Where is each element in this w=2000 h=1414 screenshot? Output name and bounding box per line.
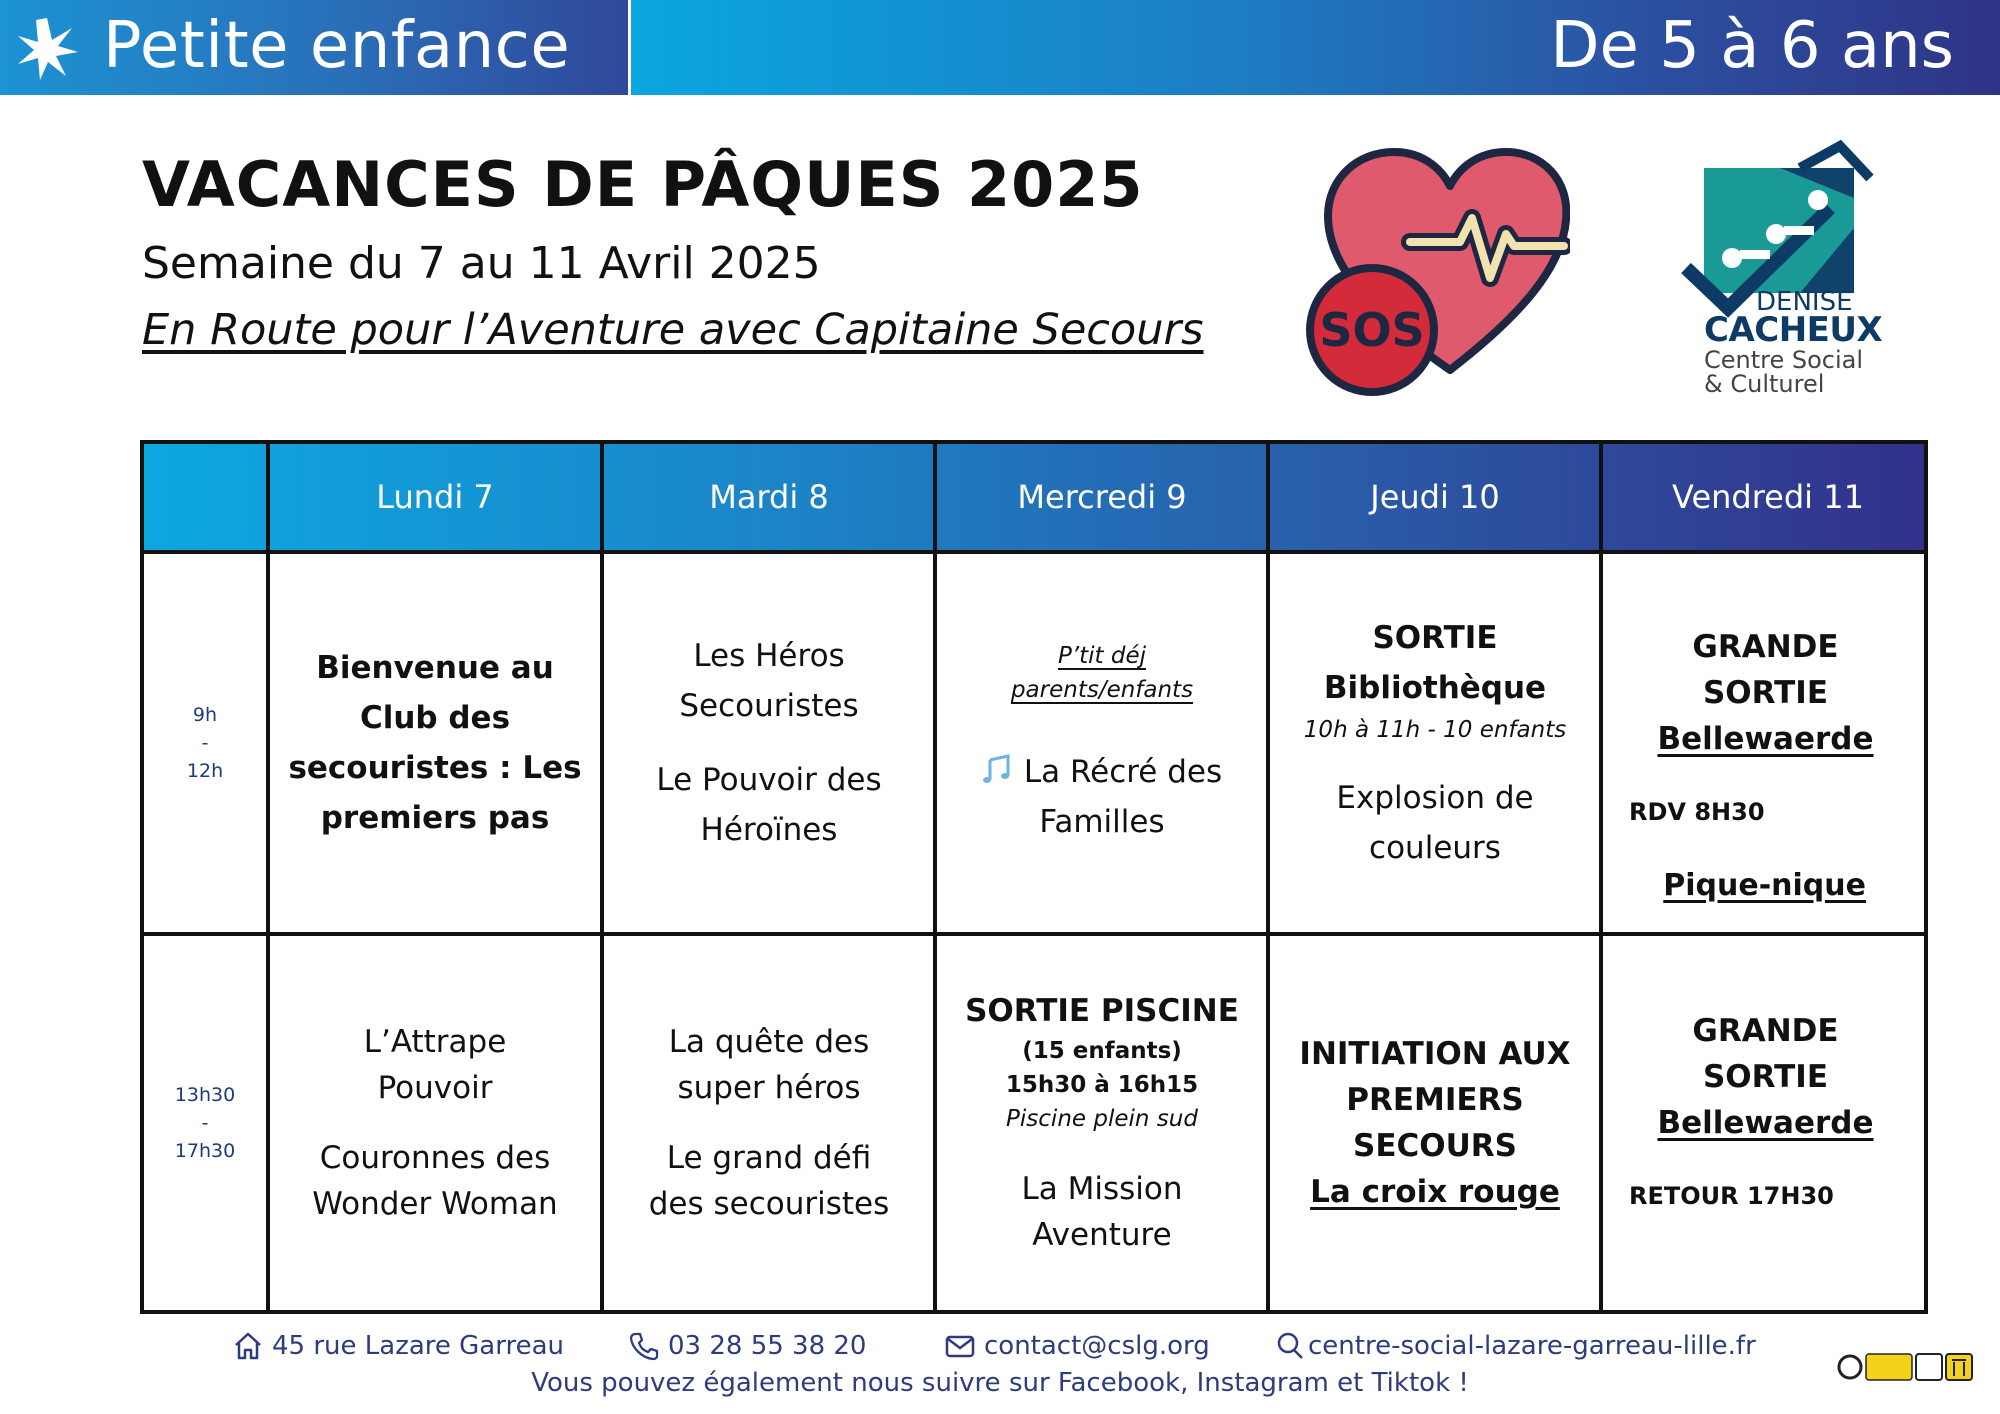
picnic-note: Pique-nique	[1663, 868, 1866, 903]
footer-phone[interactable]	[628, 1330, 866, 1362]
activity-line: Les Héros	[693, 638, 845, 674]
activity-line: Le grand défi	[666, 1140, 872, 1176]
activity-line: super héros	[677, 1070, 861, 1106]
day-header-lundi: Lundi 7	[376, 478, 494, 516]
activity-line: Bibliothèque	[1323, 670, 1547, 706]
heart-pulse-icon	[1300, 138, 1570, 398]
activity-line: parents/enfants	[1010, 677, 1194, 703]
day-header-mercredi: Mercredi 9	[1017, 478, 1187, 516]
day-header-vendredi: Vendredi 11	[1672, 478, 1864, 516]
activity-line: Familles	[1039, 804, 1165, 840]
activity-line: PREMIERS	[1346, 1082, 1524, 1118]
activity-line: Piscine plein sud	[1006, 1106, 1198, 1132]
activity-line: Bellewaerde	[1657, 721, 1874, 757]
cell-mercredi-afternoon	[937, 936, 1267, 1310]
activity-line: GRANDE	[1692, 1013, 1839, 1049]
activity-line: Wonder Woman	[312, 1186, 558, 1222]
star-icon	[14, 16, 80, 82]
time-end: 17h30	[174, 1140, 236, 1162]
footer-address	[232, 1330, 564, 1362]
time-start: 13h30	[174, 1084, 236, 1106]
activity-line: Club des	[359, 700, 511, 736]
time-separator: -	[201, 732, 209, 754]
footer-contacts	[0, 1330, 2000, 1370]
org-name-denise: DENISE	[1756, 287, 1853, 317]
activity-line: des secouristes	[648, 1186, 890, 1222]
time-separator: -	[201, 1112, 209, 1134]
activity-line: Explosion de	[1336, 780, 1534, 816]
cell-vendredi-morning	[1603, 554, 1928, 932]
activity-line: La Mission	[1021, 1171, 1183, 1207]
footer-follow-text: Vous pouvez également nous suivre sur Facebook, Instagram et Tiktok !	[531, 1368, 1469, 1398]
activity-line: La croix rouge	[1310, 1174, 1560, 1210]
phone-text: 03 28 55 38 20	[668, 1331, 867, 1361]
banner-right	[631, 0, 2000, 95]
activity-line: secouristes : Les	[288, 750, 582, 786]
activity-line: SORTIE PISCINE	[965, 993, 1239, 1029]
age-range: De 5 à 6 ans	[1550, 9, 1954, 83]
time-morning	[144, 554, 266, 932]
activity-line: 10h à 11h - 10 enfants	[1303, 717, 1567, 743]
home-icon	[232, 1330, 264, 1362]
schedule-table	[140, 440, 1928, 1314]
activity-line: SORTIE	[1702, 675, 1828, 711]
activity-text: La Récré des	[1023, 754, 1223, 790]
cell-vendredi-afternoon	[1603, 936, 1928, 1310]
time-end: 12h	[186, 760, 224, 782]
activity-line: Pouvoir	[377, 1070, 493, 1106]
activity-line: INITIATION AUX	[1299, 1036, 1571, 1072]
time-start: 9h	[192, 704, 218, 726]
activity-line: Couronnes des	[319, 1140, 551, 1176]
mail-icon	[944, 1330, 976, 1362]
address-text: 45 rue Lazare Garreau	[272, 1331, 564, 1361]
cell-mardi-morning	[604, 554, 934, 932]
footer-email[interactable]	[944, 1330, 1210, 1362]
activity-line: 15h30 à 16h15	[1005, 1072, 1199, 1098]
meeting-time: RDV 8H30	[1629, 798, 1765, 826]
activity-line: premiers pas	[320, 800, 550, 836]
recycling-logo	[1836, 1348, 1974, 1386]
cell-jeudi-afternoon	[1270, 936, 1600, 1310]
activity-line: Aventure	[1032, 1217, 1172, 1253]
org-name-culturel: & Culturel	[1704, 370, 1825, 398]
cell-mercredi-morning	[937, 554, 1267, 932]
sos-text: SOS	[1319, 303, 1425, 357]
footer-website[interactable]	[1274, 1330, 1756, 1362]
activity-line: Bellewaerde	[1657, 1105, 1874, 1141]
activity-line: couleurs	[1369, 830, 1501, 866]
activity-line	[982, 747, 1222, 797]
activity-line: (15 enfants)	[1022, 1038, 1182, 1064]
activity-line: SORTIE	[1702, 1059, 1828, 1095]
activity-line: L’Attrape	[363, 1024, 507, 1060]
banner-left	[0, 0, 628, 95]
org-name-cacheux: CACHEUX	[1704, 310, 1883, 350]
cell-lundi-morning	[270, 554, 600, 932]
day-header-mardi: Mardi 8	[709, 478, 829, 516]
activity-line: Le Pouvoir des	[656, 762, 882, 798]
music-note-icon	[982, 754, 1014, 786]
day-header-jeudi: Jeudi 10	[1370, 478, 1500, 516]
time-afternoon	[144, 936, 266, 1310]
activity-line: Secouristes	[679, 688, 859, 724]
activity-line: Héroïnes	[700, 812, 838, 848]
cell-lundi-afternoon	[270, 936, 600, 1310]
search-icon	[1274, 1330, 1306, 1362]
page-title: VACANCES DE PÂQUES 2025	[142, 148, 1144, 221]
week-subtitle: Semaine du 7 au 11 Avril 2025	[142, 238, 821, 289]
activity-line: Bienvenue au	[316, 650, 554, 686]
activity-line: GRANDE	[1692, 629, 1839, 665]
phone-icon	[628, 1330, 660, 1362]
website-text: centre-social-lazare-garreau-lille.fr	[1308, 1331, 1756, 1361]
activity-line: SORTIE	[1372, 620, 1498, 656]
return-time: RETOUR 17H30	[1629, 1182, 1834, 1210]
org-name-centre-social: Centre Social	[1704, 346, 1864, 374]
cell-jeudi-morning	[1270, 554, 1600, 932]
activity-line: La quête des	[668, 1024, 870, 1060]
theme-title: En Route pour l’Aventure avec Capitaine Secours	[142, 305, 1204, 355]
cell-mardi-afternoon	[604, 936, 934, 1310]
activity-line: SECOURS	[1353, 1128, 1517, 1164]
activity-line: P’tit déj	[1057, 643, 1147, 669]
email-text: contact@cslg.org	[984, 1331, 1210, 1361]
banner-title: Petite enfance	[103, 9, 571, 83]
